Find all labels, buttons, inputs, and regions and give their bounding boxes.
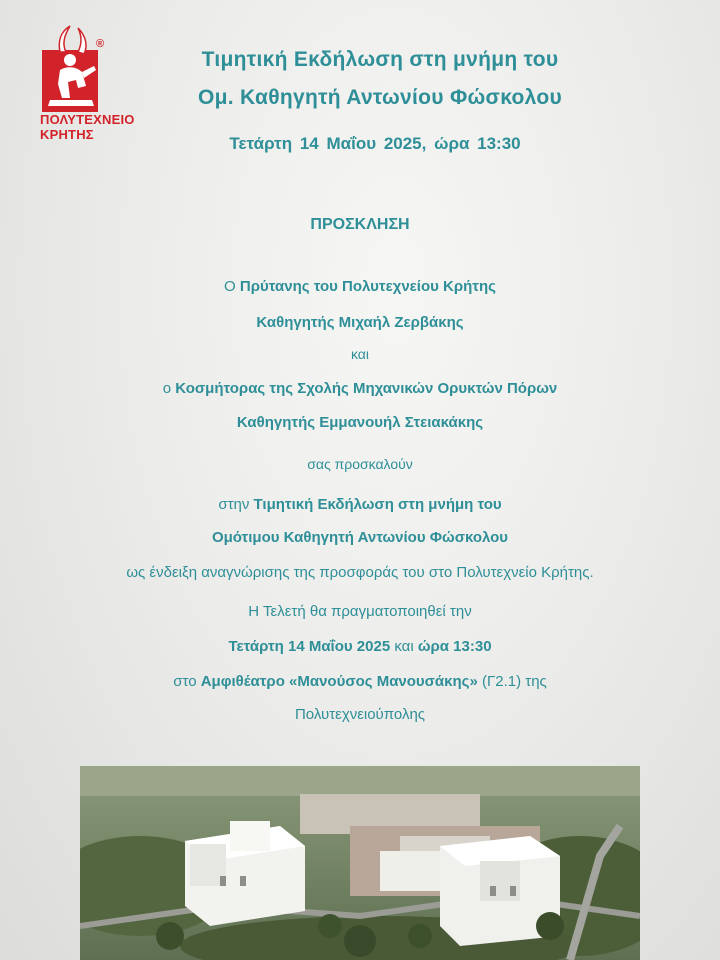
venue-campus: Πολυτεχνειούπολης bbox=[294, 706, 426, 723]
event-title-line1: Τιμητική Εκδήλωση στη μνήμη του bbox=[201, 48, 559, 71]
logo-text-line2: ΚΡΗΤΗΣ bbox=[40, 127, 94, 142]
venue-name: Αμφιθέατρο «Μανούσος Μανουσάκης» bbox=[200, 673, 478, 690]
university-logo bbox=[36, 22, 156, 142]
logo-text-line1: ΠΟΛΥΤΕΧΝΕΙΟ bbox=[40, 112, 135, 127]
and-text: και bbox=[350, 346, 370, 362]
venue-code: (Γ2.1) της bbox=[482, 673, 547, 690]
ceremony-time: ώρα 13:30 bbox=[417, 638, 492, 655]
registered-mark: ® bbox=[96, 38, 105, 50]
venue-line bbox=[40, 673, 680, 690]
dean-name: Καθηγητής Εμμανουήλ Στειακάκης bbox=[236, 414, 484, 431]
ceremony-and: και bbox=[394, 638, 414, 655]
event-name: Τιμητική Εκδήλωση στη μνήμη του bbox=[253, 496, 502, 513]
dean-role: Κοσμήτορας της Σχολής Μηχανικών Ορυκτών Πόρων bbox=[175, 380, 558, 397]
rector-role: Πρύτανης του Πολυτεχνείου Κρήτης bbox=[239, 278, 496, 295]
ceremony-intro: Η Τελετή θα πραγματοποιηθεί την bbox=[248, 603, 472, 620]
rector-prefix: Ο bbox=[224, 278, 236, 295]
university-emblem-icon bbox=[36, 22, 116, 112]
dean-line bbox=[40, 380, 680, 397]
venue-prefix: στο bbox=[173, 673, 197, 690]
campus-aerial-photo bbox=[80, 766, 640, 960]
event-date: Τετάρτη 14 Μαΐου 2025, ώρα 13:30 bbox=[229, 134, 521, 153]
dean-prefix: ο bbox=[162, 380, 172, 397]
honoree-name: Ομότιμου Καθηγητή Αντωνίου Φώσκολου bbox=[211, 529, 509, 546]
event-line bbox=[40, 496, 680, 513]
invite-verb: σας προσκαλούν bbox=[307, 456, 413, 472]
invitation-heading: ΠΡΟΣΚΛΗΣΗ bbox=[310, 216, 410, 233]
reason-text: ως ένδειξη αναγνώρισης της προσφοράς του στο Πολυτεχνείο Κρήτης. bbox=[126, 564, 594, 581]
rector-line bbox=[40, 278, 680, 295]
ceremony-datetime bbox=[40, 638, 680, 655]
ceremony-date: Τετάρτη 14 Μαΐου 2025 bbox=[228, 638, 391, 655]
event-title-line2: Ομ. Καθηγητή Αντωνίου Φώσκολου bbox=[197, 86, 563, 109]
event-prefix: στην bbox=[218, 496, 250, 513]
rector-name: Καθηγητής Μιχαήλ Ζερβάκης bbox=[256, 314, 464, 331]
